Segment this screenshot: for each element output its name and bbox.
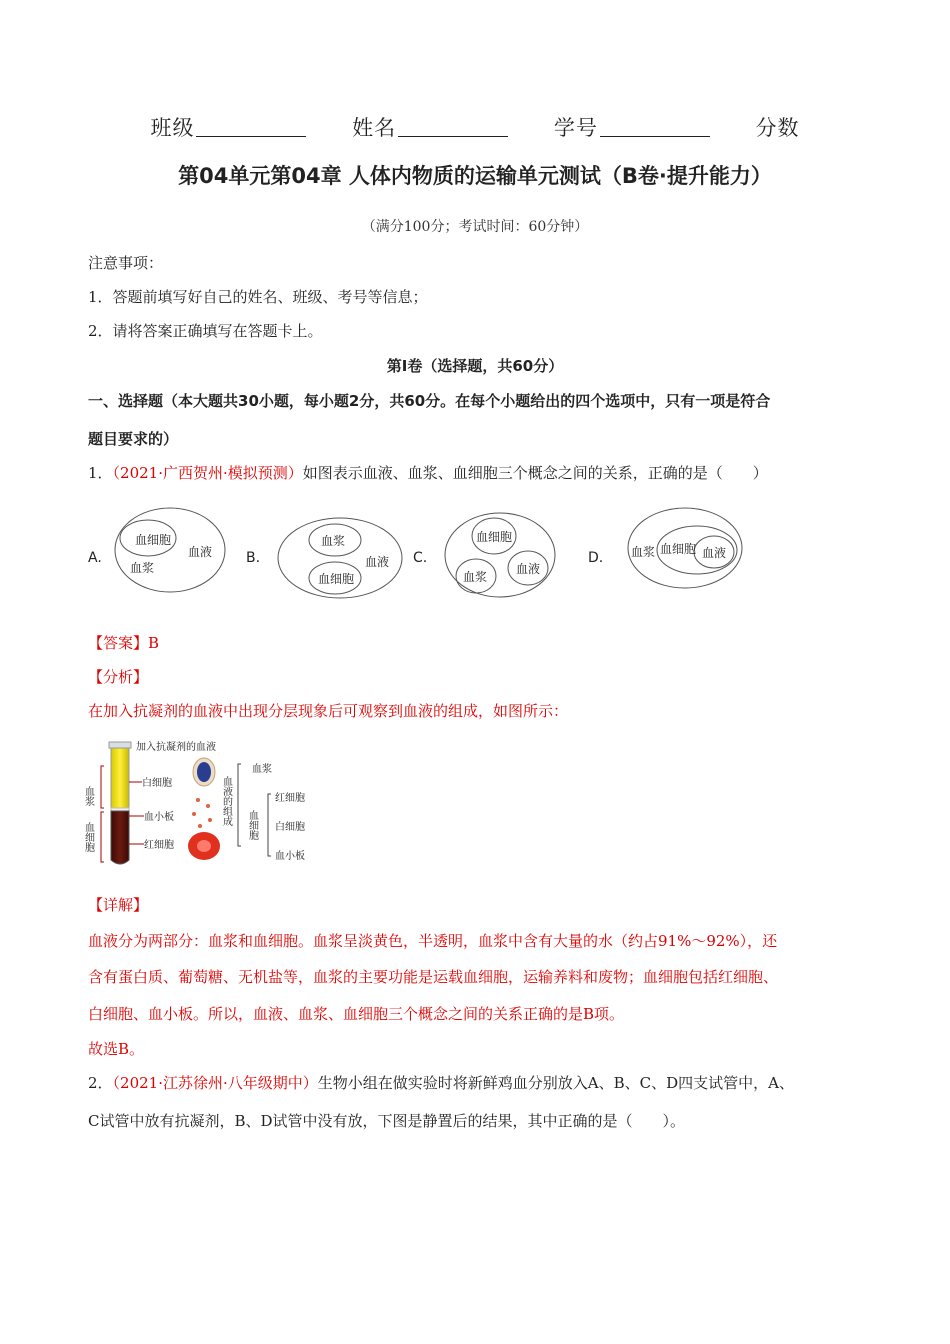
- wbc-nucleus: [197, 762, 211, 782]
- option-d-label[interactable]: D.: [588, 550, 604, 566]
- q1-options-diagram: [80, 500, 840, 610]
- option-b-outer: 血液: [365, 555, 390, 569]
- option-b-label[interactable]: B.: [246, 550, 261, 566]
- score-label: 分数: [755, 116, 800, 140]
- platelet-dot: [196, 798, 200, 802]
- option-a-inner2: 血浆: [130, 561, 155, 575]
- notes-heading: 注意事项：: [88, 254, 164, 272]
- option-b-inner1: 血浆: [321, 534, 346, 548]
- student-info-line: [0, 112, 950, 142]
- right-plasma-label: 血浆: [252, 764, 272, 775]
- class-blank[interactable]: [196, 118, 306, 137]
- option-d-inner: 血液: [702, 546, 727, 560]
- platelet-dot: [192, 812, 196, 816]
- option-d-middle: 血细胞: [660, 542, 697, 556]
- q1-analysis-heading: 【分析】: [88, 668, 149, 686]
- tube-rim: [109, 742, 131, 748]
- q1-detail-heading: 【详解】: [88, 896, 149, 914]
- q1-detail-line1: 血液分为两部分：血浆和血细胞。血浆呈淡黄色，半透明，血浆中含有大量的水（约占91%～92%），还: [88, 932, 778, 950]
- right-cells-label: 血细胞: [246, 810, 258, 840]
- q1-conclusion: 故选B。: [88, 1040, 145, 1058]
- cells-layer: [111, 811, 129, 864]
- name-blank[interactable]: [398, 118, 508, 137]
- cells-sub-bracket: [268, 794, 271, 856]
- q2-source: （2021·江苏徐州·八年级期中）: [112, 1074, 318, 1092]
- right-platelet-label: 血小板: [275, 851, 305, 862]
- rbc-label: 红细胞: [144, 840, 174, 851]
- option-c-inner-right: 血液: [516, 562, 541, 576]
- left-cells-label: 血细胞: [82, 822, 94, 852]
- q1-question: 如图表示血液、血浆、血细胞三个概念之间的关系，正确的是（ ）: [302, 464, 768, 482]
- right-rbc-label: 红细胞: [275, 793, 305, 804]
- q2-stem-line2: C试管中放有抗凝剂，B、D试管中没有放，下图是静置后的结果，其中正确的是（ ）。: [88, 1112, 686, 1130]
- platelet-label: 血小板: [144, 812, 174, 823]
- plasma-layer: [111, 748, 129, 808]
- platelet-dot: [206, 804, 210, 808]
- note-item-2: 2．请将答案正确填写在答题卡上。: [88, 322, 323, 340]
- id-label: 学号: [553, 116, 598, 140]
- option-a-inner1: 血细胞: [135, 533, 172, 547]
- q2-number: 2．: [88, 1074, 113, 1092]
- q1-source: （2021·广西贺州·模拟预测）: [112, 464, 303, 482]
- option-a-label[interactable]: A.: [88, 550, 102, 566]
- option-a-outer: 血液: [188, 545, 213, 559]
- cells-bracket: [101, 812, 104, 862]
- q1-analysis-text: 在加入抗凝剂的血液中出现分层现象后可观察到血液的组成，如图所示：: [88, 702, 569, 720]
- page-title: 第04单元第04章 人体内物质的运输单元测试（B卷·提升能力）: [178, 164, 772, 188]
- q1-answer: 【答案】B: [88, 634, 160, 652]
- option-c-inner-top: 血细胞: [476, 530, 513, 544]
- exam-subtitle: （满分100分；考试时间：60分钟）: [361, 219, 589, 235]
- part-intro-line1: 一、选择题（本大题共30小题，每小题2分，共60分。在每个小题给出的四个选项中，只有一项是符合: [88, 392, 771, 410]
- option-c-inner-left: 血浆: [463, 570, 488, 584]
- q1-detail-line3: 白细胞、血小板。所以，血液、血浆、血细胞三个概念之间的关系正确的是B项。: [88, 1005, 625, 1023]
- id-blank[interactable]: [600, 118, 710, 137]
- q1-stem: [88, 462, 768, 484]
- wbc-label: 白细胞: [142, 778, 172, 789]
- figure-caption: 加入抗凝剂的血液: [136, 742, 216, 753]
- right-wbc-label: 白细胞: [275, 822, 305, 833]
- plasma-bracket: [101, 766, 104, 808]
- platelet-dot: [208, 818, 212, 822]
- option-c-outer-circle: [445, 513, 555, 597]
- part-intro-line2: 题目要求的）: [88, 430, 179, 448]
- section-title: 第Ⅰ卷（选择题，共60分）: [386, 357, 564, 375]
- q2-stem-line1: [88, 1072, 794, 1094]
- composition-bracket: [238, 764, 241, 846]
- q1-number: 1．: [88, 464, 113, 482]
- q1-detail-line2: 含有蛋白质、葡萄糖、无机盐等，血浆的主要功能是运载血细胞，运输养料和废物；血细胞包括红细胞、: [88, 968, 779, 986]
- note-item-1: 1．答题前填写好自己的姓名、班级、考号等信息；: [88, 288, 428, 306]
- left-plasma-label: 血浆: [82, 786, 94, 806]
- class-label: 班级: [150, 116, 195, 140]
- rbc-center: [197, 840, 211, 852]
- q2-question-line1: 生物小组在做实验时将新鲜鸡血分别放入A、B、C、D四支试管中，A、: [317, 1074, 794, 1092]
- platelet-dot: [198, 824, 202, 828]
- name-label: 姓名: [352, 116, 397, 140]
- composition-label: 血液的组成: [220, 776, 232, 826]
- option-b-inner2: 血细胞: [318, 572, 355, 586]
- option-c-label[interactable]: C.: [413, 550, 428, 566]
- option-d-outer: 血浆: [631, 545, 656, 559]
- blood-composition-figure: [82, 736, 326, 876]
